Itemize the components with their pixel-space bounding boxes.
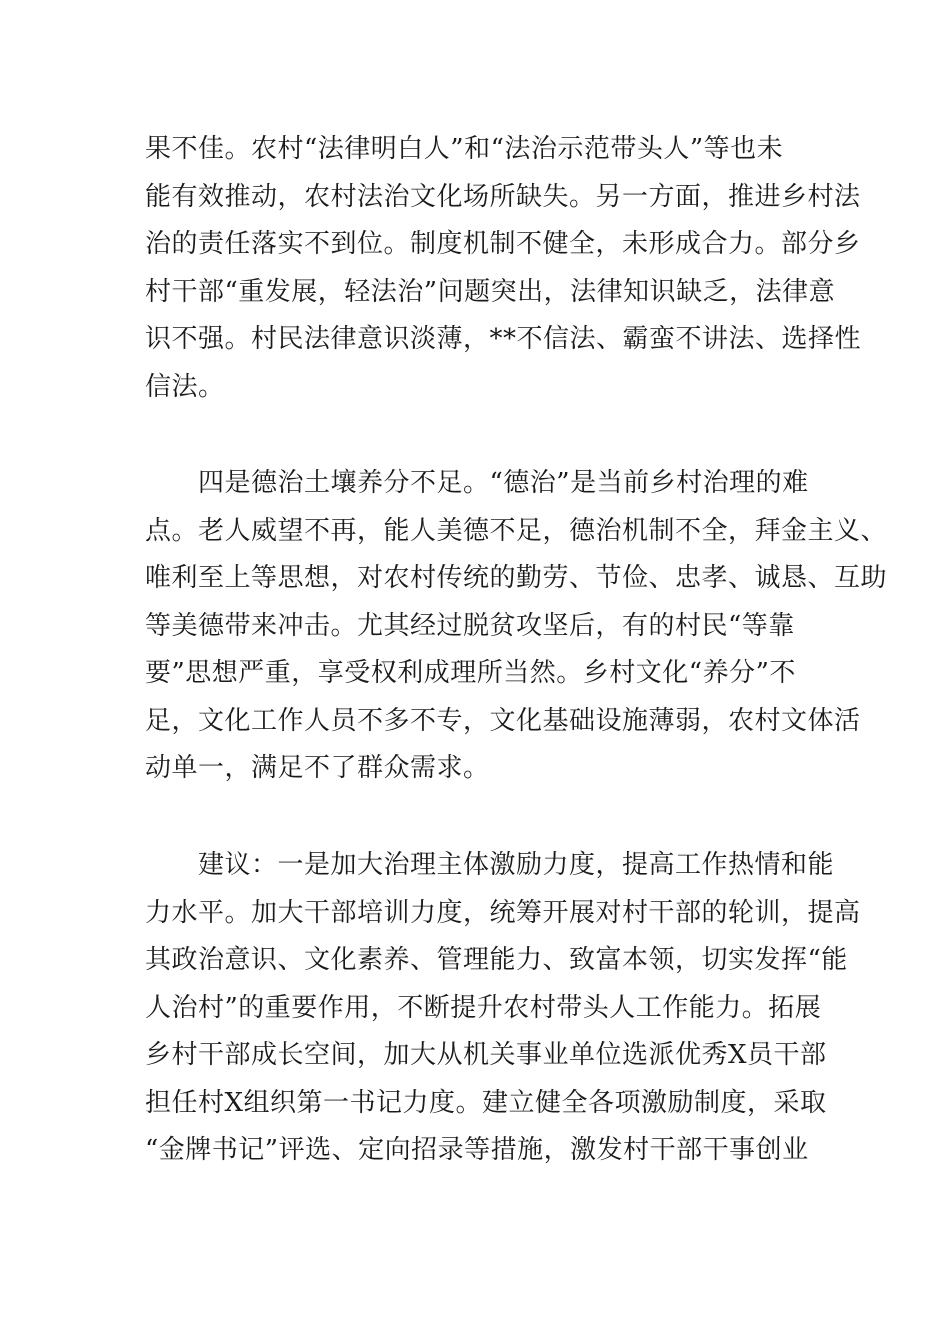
text-line: “金牌书记”评选、定向招录等措施，激发村干部干事创业	[145, 1135, 809, 1165]
text-line: 四是德治土壤养分不足。“德治”是当前乡村治理的难	[198, 468, 809, 498]
text-line: 乡村干部成长空间，加大从机关事业单位选派优秀X员干部	[145, 1040, 827, 1070]
text-line: 果不佳。农村“法律明白人”和“法治示范带头人”等也未	[145, 134, 784, 164]
text-line: 信法。	[145, 371, 225, 402]
text-line: 识不强。村民法律意识淡薄，**不信法、霸蛮不讲法、选择性	[145, 324, 862, 354]
text-line: 村干部“重发展，轻法治”问题突出，法律知识缺乏，法律意	[145, 276, 836, 307]
text-line: 唯利至上等思想，对农村传统的勤劳、节俭、忠孝、诚恳、互助	[145, 563, 888, 593]
text-line: 担任村X组织第一书记力度。建立健全各项激励制度，采取	[145, 1087, 827, 1118]
text-line: 其政治意识、文化素养、管理能力、致富本领，切实发挥“能	[145, 945, 848, 975]
text-line: 等美德带来冲击。尤其经过脱贫攻坚后，有的村民“等靠	[145, 610, 795, 641]
text-line: 要”思想严重，享受权利成理所当然。乡村文化“养分”不	[145, 658, 796, 688]
text-line: 力水平。加大干部培训力度，统筹开展对村干部的轮训，提高	[145, 897, 861, 928]
paragraph-moral-governance	[145, 460, 888, 793]
paragraph-suggestions	[145, 842, 861, 1175]
text-line: 足，文化工作人员不多不专，文化基础设施薄弱，农村文体活	[145, 705, 861, 736]
text-line: 建议：一是加大治理主体激励力度，提高工作热情和能	[198, 850, 835, 880]
text-line: 动单一，满足不了群众需求。	[145, 753, 490, 783]
text-line: 点。老人威望不再，能人美德不足，德治机制不全，拜金主义、	[145, 515, 888, 546]
text-line: 能有效推动，农村法治文化场所缺失。另一方面，推进乡村法	[145, 181, 861, 212]
text-line: 治的责任落实不到位。制度机制不健全，未形成合力。部分乡	[145, 229, 861, 259]
text-line: 人治村”的重要作用，不断提升农村带头人工作能力。拓展	[145, 992, 822, 1023]
paragraph-continuation	[145, 126, 862, 411]
